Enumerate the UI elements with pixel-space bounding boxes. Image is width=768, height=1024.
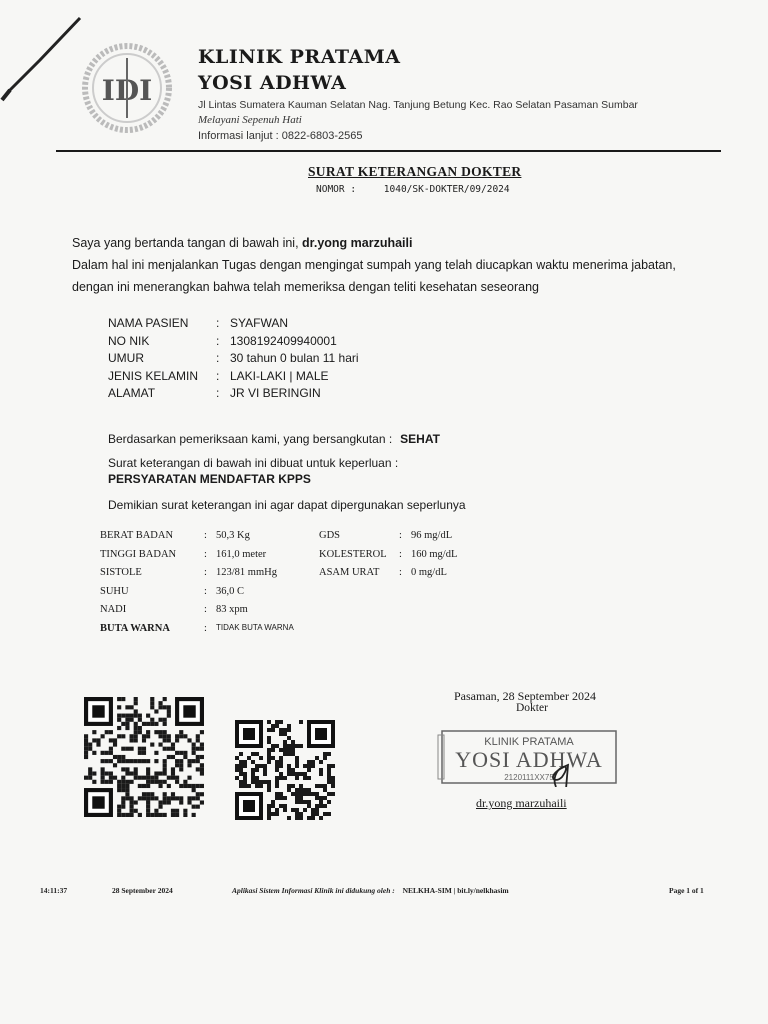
vital-label: SUHU — [100, 585, 129, 597]
patient-label: UMUR — [108, 351, 144, 365]
intro-doctor-name: dr.yong marzuhaili — [302, 236, 413, 250]
document-number-label: NOMOR : — [316, 184, 357, 195]
stamp-line-1: KLINIK PRATAMA — [484, 736, 574, 748]
footer-time: 14:11:37 — [40, 886, 68, 895]
intro-line-1 — [72, 236, 412, 250]
footer-date: 28 September 2024 — [112, 886, 173, 895]
closing-statement: Demikian surat keterangan ini agar dapat dipergunakan seperlunya — [108, 498, 466, 512]
patient-details — [108, 316, 359, 404]
clinic-contact: Informasi lanjut : 0822-6803-2565 — [198, 130, 363, 142]
clinic-tagline: Melayani Sepenuh Hati — [198, 114, 302, 126]
patient-row: NAMA PASIEN : SYAFWAN — [108, 316, 359, 334]
intro-line-3: dengan ini menerangkan bahwa telah memeriksa dengan teliti kesehatan seseorang — [72, 280, 539, 294]
qr-code-icon — [232, 720, 338, 820]
patient-value: 1308192409940001 — [230, 333, 337, 348]
svg-text:IDI: IDI — [101, 74, 153, 107]
vital-label: BUTA WARNA — [100, 622, 170, 634]
patient-row: JENIS KELAMIN : LAKI-LAKI | MALE — [108, 369, 359, 387]
document-number — [316, 184, 510, 195]
qr-code-icon — [80, 697, 208, 817]
intro-line-2: Dalam hal ini menjalankan Tugas dengan mengingat sumpah yang telah diucapkan waktu menerima jabatan, — [72, 258, 676, 272]
header-divider — [56, 150, 721, 152]
vital-value: 96 mg/dL — [411, 530, 453, 541]
vital-value: 123/81 mmHg — [216, 567, 277, 578]
patient-row: NO NIK : 1308192409940001 — [108, 334, 359, 352]
patient-label: ALAMAT — [108, 386, 156, 400]
vital-label: TINGGI BADAN — [100, 548, 177, 560]
exam-statement — [108, 432, 440, 446]
signature-place-date: Pasaman, 28 September 2024 — [454, 689, 596, 703]
patient-value: SYAFWAN — [230, 316, 289, 330]
vital-value: 50,3 Kg — [216, 530, 250, 541]
patient-label: NO NIK — [108, 333, 150, 348]
footer-note-text: Aplikasi Sistem Informasi Klinik ini didukung oleh : — [232, 886, 395, 895]
clinic-stamp-icon — [436, 727, 622, 787]
document-number-value: 1040/SK-DOKTER/09/2024 — [383, 184, 510, 195]
footer-app-note — [232, 886, 509, 895]
vitals-table — [100, 530, 457, 641]
vital-label: GDS — [319, 530, 341, 541]
vitals-row: SUHU : 36,0 C — [100, 586, 457, 605]
exam-statement-text: Berdasarkan pemeriksaan kami, yang bersangkutan : — [108, 432, 393, 446]
intro-prefix: Saya yang bertanda tangan di bawah ini, — [72, 236, 303, 250]
patient-value: 30 tahun 0 bulan 11 hari — [230, 351, 359, 365]
footer-page: Page 1 of 1 — [669, 886, 704, 895]
vital-value: 161,0 meter — [216, 548, 267, 560]
vital-label: ASAM URAT — [319, 567, 380, 578]
signature-role: Dokter — [516, 702, 548, 714]
patient-row: UMUR : 30 tahun 0 bulan 11 hari — [108, 351, 359, 369]
purpose-text: PERSYARATAN MENDAFTAR KPPS — [108, 472, 311, 486]
clinic-name-line2: YOSI ADHWA — [198, 72, 347, 94]
clinic-name-line1: KLINIK PRATAMA — [198, 46, 401, 68]
patient-value: LAKI-LAKI | MALE — [230, 368, 329, 383]
vital-label: NADI — [100, 604, 127, 615]
vital-label: KOLESTEROL — [319, 548, 387, 560]
vitals-row: NADI : 83 xpm — [100, 604, 457, 623]
patient-label: NAMA PASIEN — [108, 316, 189, 330]
vital-label: SISTOLE — [100, 567, 142, 578]
purpose-intro: Surat keterangan di bawah ini dibuat untuk keperluan : — [108, 456, 399, 470]
vitals-row: BUTA WARNA : TIDAK BUTA WARNA — [100, 623, 457, 642]
vitals-row: SISTOLE : 123/81 mmHg ASAM URAT : 0 mg/dL — [100, 567, 457, 586]
vital-label: BERAT BADAN — [100, 530, 174, 541]
clinic-address: Jl Lintas Sumatera Kauman Selatan Nag. Tanjung Betung Kec. Rao Selatan Pasaman Sumbar — [198, 99, 638, 111]
vital-value: 160 mg/dL — [411, 548, 458, 560]
footer-brand: NELKHA-SIM | bit.ly/nelkhasim — [402, 886, 509, 895]
patient-row: ALAMAT : JR VI BERINGIN — [108, 386, 359, 404]
stamp-line-3: 2120111XX75 — [504, 773, 554, 782]
vitals-row: TINGGI BADAN : 161,0 meter KOLESTEROL : 160 mg/dL — [100, 549, 457, 568]
signature-doctor-name: dr.yong marzuhaili — [476, 796, 567, 810]
idi-logo-icon — [72, 38, 182, 138]
vital-value: TIDAK BUTA WARNA — [216, 622, 294, 632]
patient-label: JENIS KELAMIN — [108, 368, 199, 383]
vital-value: 36,0 C — [216, 585, 245, 597]
vital-value: 83 xpm — [216, 604, 248, 615]
stamp-line-2: YOSI ADHWA — [455, 747, 603, 772]
vital-value: 0 mg/dL — [411, 567, 447, 578]
patient-value: JR VI BERINGIN — [230, 386, 321, 400]
document-title: SURAT KETERANGAN DOKTER — [308, 164, 522, 179]
clinic-name — [198, 44, 401, 96]
exam-result: SEHAT — [400, 432, 440, 446]
vitals-row: BERAT BADAN : 50,3 Kg GDS : 96 mg/dL — [100, 530, 457, 549]
